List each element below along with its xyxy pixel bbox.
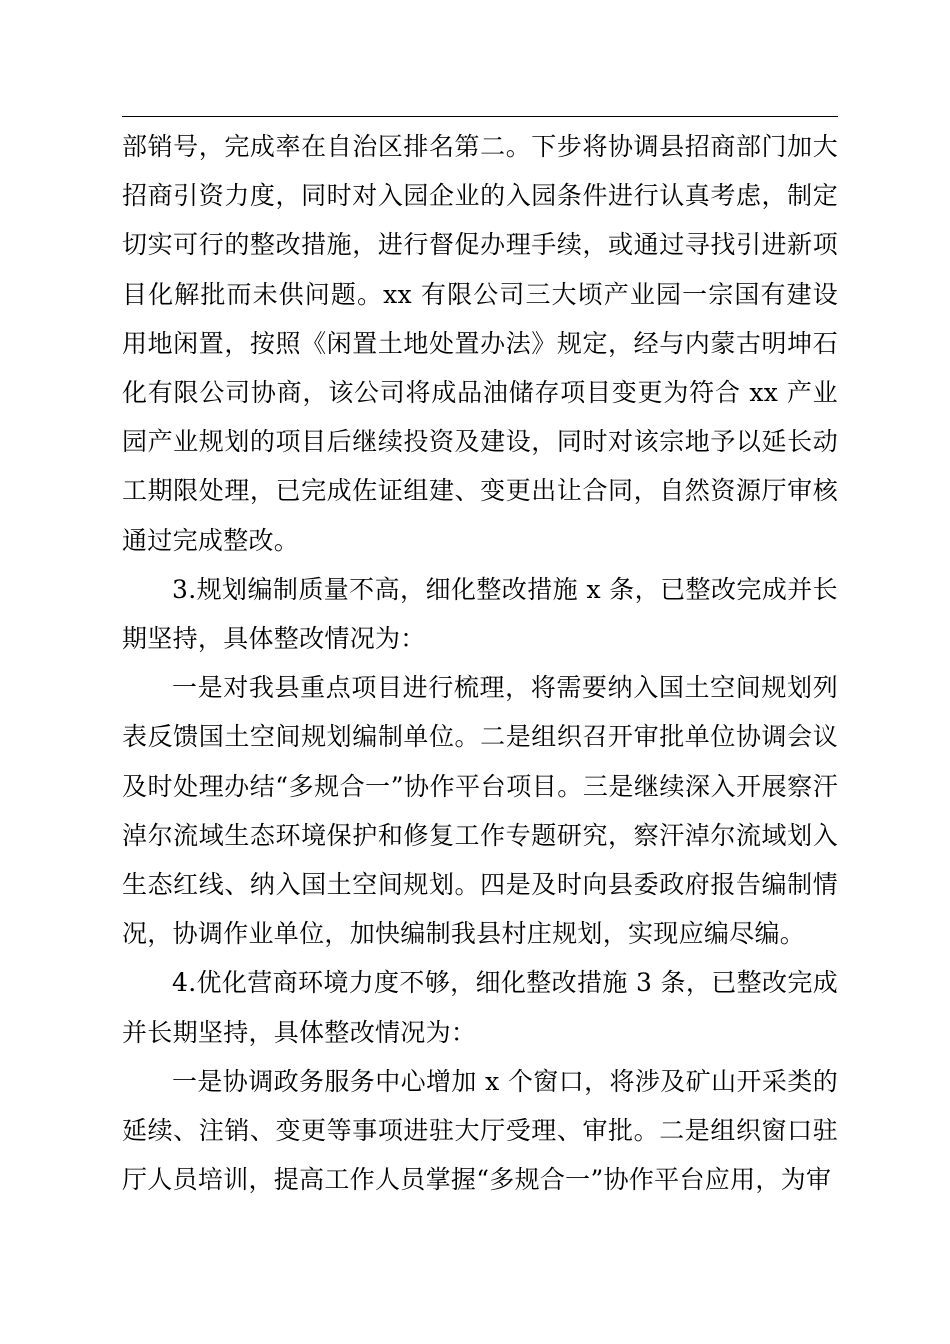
paragraph: 部销号，完成率在自治区排名第二。下步将协调县招商部门加大招商引资力度，同时对入园企业的入园条件进行认真考虑，制定切实可行的整改措施，进行督促办理手续，或通过寻找引进新项目化解批而未供问题。xx 有限公司三大顷产业园一宗国有建设用地闲置，按照《闲置土地处置办法》规定，经与内蒙古明坤石化有限公司协商，该公司将成品油储存项目变更为符合 xx 产业园产业规划的项目后继续投资及建设，同时对该宗地予以延长动工期限处理，已完成佐证组建、变更出让合同，自然资源厅审核通过完成整改。 bbox=[122, 132, 838, 555]
paragraph: 一是对我县重点项目进行梳理，将需要纳入国土空间规划列表反馈国土空间规划编制单位。二是组织召开审批单位协调会议及时处理办结“多规合一”协作平台项目。三是继续深入开展察汗淖尔流域生态环境保护和修复工作专题研究，察汗淖尔流域划入生态红线、纳入国土空间规划。四是及时向县委政府报告编制情况，协调作业单位，加快编制我县村庄规划，实现应编尽编。 bbox=[122, 673, 838, 949]
header-rule bbox=[122, 116, 838, 117]
document-body bbox=[122, 122, 838, 1204]
paragraph: 3.规划编制质量不高，细化整改措施 x 条，已整改完成并长期坚持，具体整改情况为： bbox=[122, 574, 838, 654]
paragraph: 4.优化营商环境力度不够，细化整改措施 3 条，已整改完成并长期坚持，具体整改情况为： bbox=[122, 968, 838, 1047]
paragraph: 一是协调政务服务中心增加 x 个窗口，将涉及矿山开采类的延续、注销、变更等事项进驻大厅受理、审批。二是组织窗口驻厅人员培训，提高工作人员掌握“多规合一”协作平台应用，为审 bbox=[122, 1066, 838, 1195]
